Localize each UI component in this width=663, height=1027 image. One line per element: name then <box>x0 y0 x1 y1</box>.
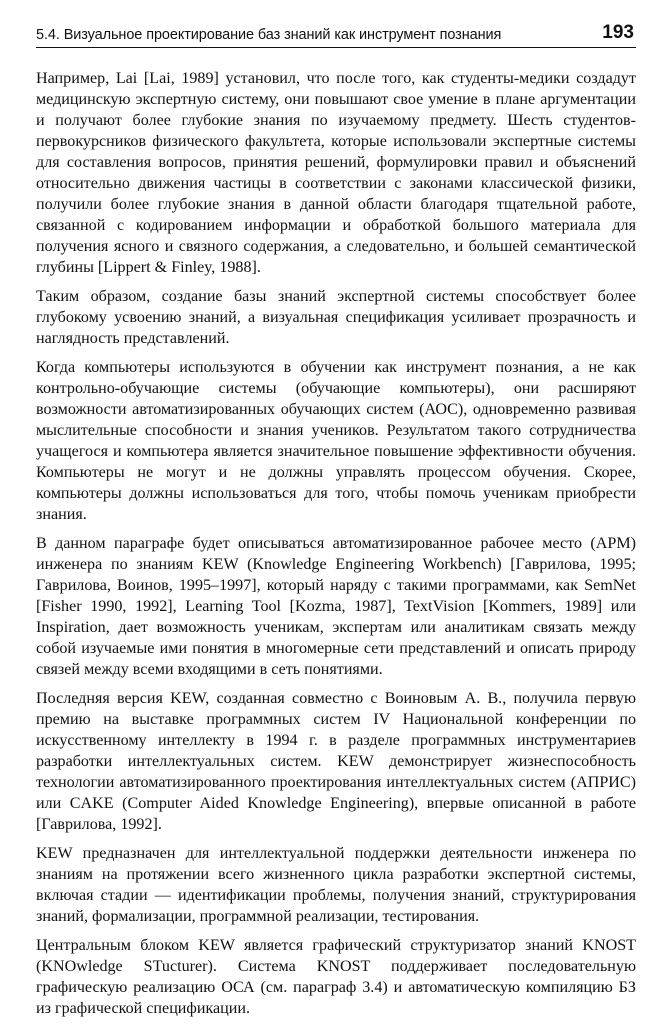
section-title: 5.4. Визуальное проектирование баз знаний как инструмент познания <box>36 27 502 43</box>
paragraph: Таким образом, создание базы знаний экспертной системы способствует более глубокому усвоению знаний, а визуальная спецификация усиливает прозрачность и наглядность представлений. <box>36 288 636 347</box>
paragraph: Центральным блоком KEW является графический структуризатор знаний KNOST (KNOwledge STucturer). Система KNOST поддерживает последовательную графическую реализацию ОСА (см. параграф 3.4) и автоматическую компиляцию БЗ из графической спецификации. <box>36 937 636 1017</box>
paragraph: В данном параграфе будет описываться автоматизированное рабочее место (АРМ) инженера по знаниям KEW (Knowledge Engineering Workbench) [Гаврилова, 1995; Гаврилова, Воинов, 1995–1997], который наряду с такими программами, как SemNet [Fisher 1990, 1992], Learning Tool [Kozma, 1987], TextVision [Kommers, 1989] или Inspiration, дает возможность ученикам, экспертам или аналитикам связать между собой изучаемые ими понятия в многомерные сети представлений и описать природу связей между всеми входящими в сеть понятиями. <box>36 535 636 678</box>
paragraph: Последняя версия KEW, созданная совместно с Воиновым А. В., получила первую премию на выставке программных систем IV Национальной конференции по искусственному интеллекту в 1994 г. в разделе программных инструментариев разработки интеллектуальных систем. KEW демонстрирует жизнеспособность технологии автоматизированного проектирования интеллектуальных систем (АПРИС) или CAKE (Computer Aided Knowledge Engineering), впервые описанной в работе [Гаврилова, 1992]. <box>36 690 636 833</box>
paragraph: Например, Lai [Lai, 1989] установил, что после того, как студенты-медики создадут медицинскую экспертную систему, они повышают свое умение в плане аргументации и получают более глубокие знания по изучаемому предмету. Шесть студентов-первокурсников физического факультета, которые использовали экспертные системы для составления вопросов, принятия решений, формулировки правил и объяснений относительно движения частицы в соответствии с законами классической физики, получили более глубокие знания в данной области благодаря тщательной работе, связанной с кодированием информации и обработкой большого материала для получения ясного и связного содержания, а следовательно, и большей семантической глубины [Lippert & Finley, 1988]. <box>36 70 636 276</box>
page-number: 193 <box>602 22 634 43</box>
body-text <box>36 68 636 1027</box>
paragraph: KEW предназначен для интеллектуальной поддержки деятельности инженера по знаниям на протяжении всего жизненного цикла разработки экспертной системы, включая стадии — идентификации проблемы, получения знаний, структурирования знаний, формализации, программной реализации, тестирования. <box>36 845 636 925</box>
paragraph: Когда компьютеры используются в обучении как инструмент познания, а не как контрольно-обучающие системы (обучающие компьютеры), они расширяют возможности автоматизированных обучающих систем (АОС), одновременно развивая мыслительные способности и знания учеников. Результатом такого сотрудничества учащегося и компьютера является значительное повышение эффективности обучения. Компьютеры не могут и не должны управлять процессом обучения. Скорее, компьютеры должны использоваться для того, чтобы помочь ученикам приобрести знания. <box>36 359 636 523</box>
running-header <box>36 20 636 48</box>
